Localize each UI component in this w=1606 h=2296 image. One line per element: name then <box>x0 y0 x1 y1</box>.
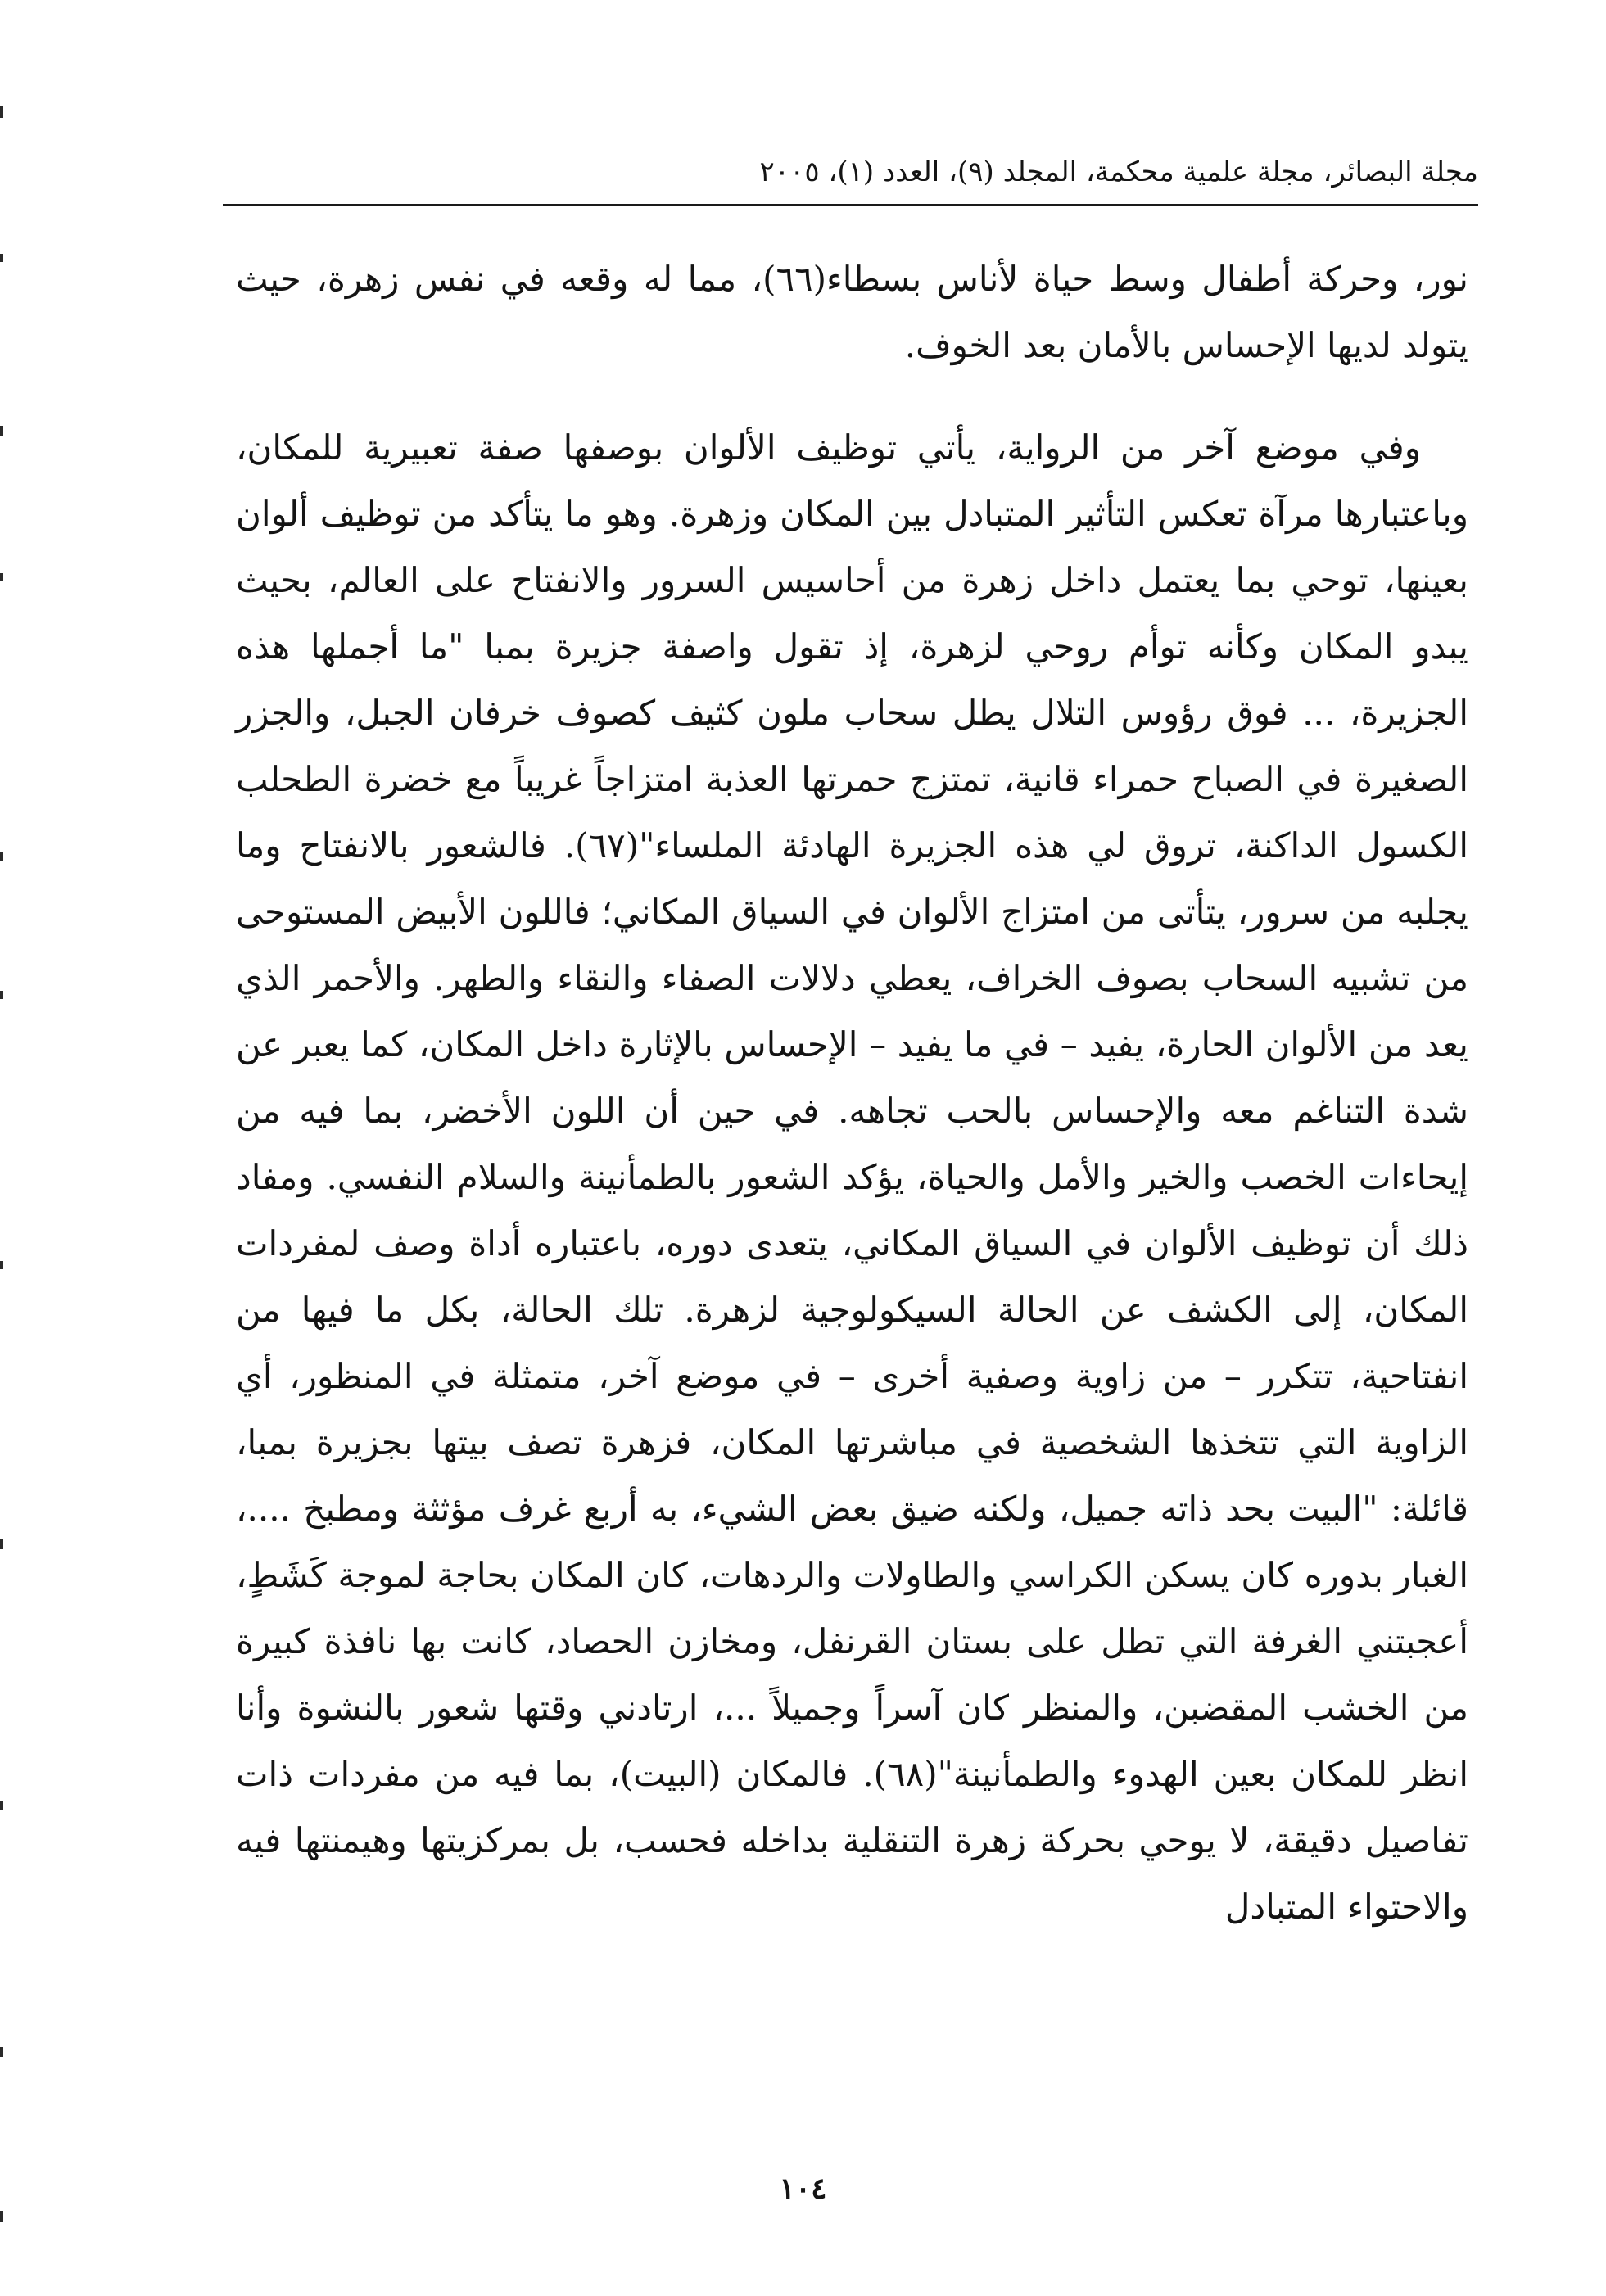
running-header <box>223 147 1478 197</box>
header-rule <box>223 204 1478 206</box>
body-text <box>236 246 1468 1940</box>
journal-running-title: مجلة البصائر، مجلة علمية محكمة، المجلد (٩)، العدد (١)، ٢٠٠٥ <box>759 156 1478 188</box>
paragraph-2: وفي موضع آخر من الرواية، يأتي توظيف الألوان بوصفها صفة تعبيرية للمكان، وباعتبارها مرآة تعكس التأثير المتبادل بين المكان وزهرة. وهو ما يتأكد من توظيف ألوان بعينها، توحي بما يعتمل داخل زهرة من أحاسيس السرور والانفتاح على العالم، بحيث يبدو المكان وكأنه توأم روحي لزهرة، إذ تقول واصفة جزيرة بمبا "ما أجملها هذه الجزيرة، ... فوق رؤوس التلال يطل سحاب ملون كثيف كصوف خرفان الجبل، والجزر الصغيرة في الصباح حمراء قانية، تمتزج حمرتها العذبة امتزاجاً غريباً مع خضرة الطحلب الكسول الداكنة، تروق لي هذه الجزيرة الهادئة الملساء"(٦٧). فالشعور بالانفتاح وما يجلبه من سرور، يتأتى من امتزاج الألوان في السياق المكاني؛ فاللون الأبيض المستوحى من تشبيه السحاب بصوف الخراف، يعطي دلالات الصفاء والنقاء والطهر. والأحمر الذي يعد من الألوان الحارة، يفيد – في ما يفيد – الإحساس بالإثارة داخل المكان، كما يعبر عن شدة التناغم معه والإحساس بالحب تجاهه. في حين أن اللون الأخضر، بما فيه من إيحاءات الخصب والخير والأمل والحياة، يؤكد الشعور بالطمأنينة والسلام النفسي. ومفاد ذلك أن توظيف الألوان في السياق المكاني، يتعدى دوره، باعتباره أداة وصف لمفردات المكان، إلى الكشف عن الحالة السيكولوجية لزهرة. تلك الحالة، بكل ما فيها من انفتاحية، تتكرر – من زاوية وصفية أخرى – في موضع آخر، متمثلة في المنظور، أي الزاوية التي تتخذها الشخصية في مباشرتها المكان، فزهرة تصف بيتها بجزيرة بمبا، قائلة: "البيت بحد ذاته جميل، ولكنه ضيق بعض الشيء، به أربع غرف مؤثثة ومطبخ ....، الغبار بدوره كان يسكن الكراسي والطاولات والردهات، كان المكان بحاجة لموجة كَشَطٍ، أعجبتني الغرفة التي تطل على بستان القرنفل، ومخازن الحصاد، كانت بها نافذة كبيرة من الخشب المقضبن، والمنظر كان آسراً وجميلاً ...، ارتادني وقتها شعور بالنشوة وأنا انظر للمكان بعين الهدوء والطمأنينة"(٦٨). فالمكان (البيت)، بما فيه من مفردات ذات تفاصيل دقيقة، لا يوحي بحركة زهرة التنقلية بداخله فحسب، بل بمركزيتها وهيمنتها فيه والاحتواء المتبادل <box>236 427 1468 1927</box>
page-number: ١٠٤ <box>779 2172 827 2206</box>
paragraph-1: نور، وحركة أطفال وسط حياة لأناس بسطاء(٦٦)، مما له وقعه في نفس زهرة، حيث يتولد لديها الإحساس بالأمان بعد الخوف. <box>236 259 1468 365</box>
scan-edge-marks <box>0 0 4 2296</box>
